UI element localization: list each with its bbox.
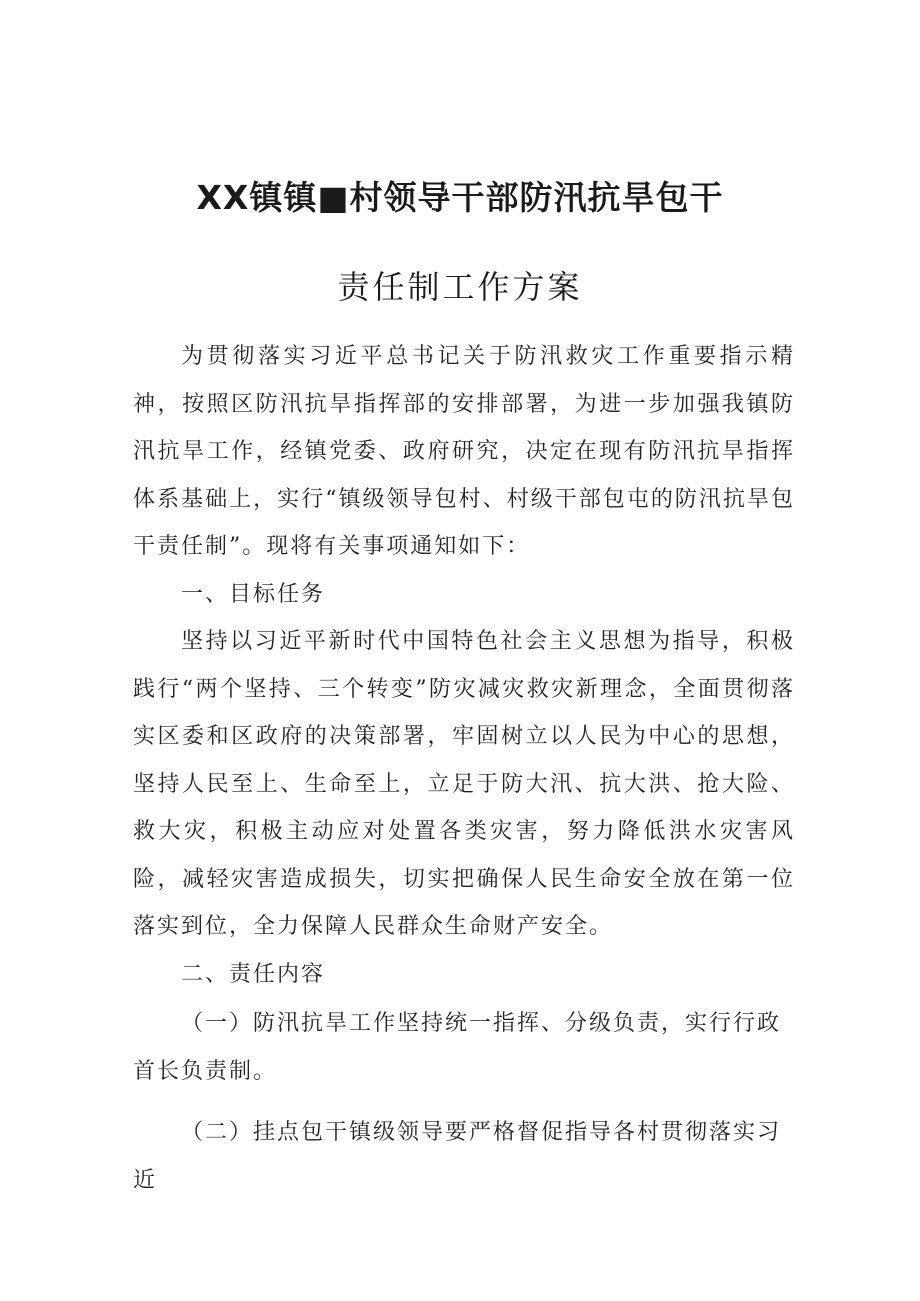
section-1-heading: 一、目标任务 [181,581,326,607]
intro-paragraph: 为贯彻落实习近平总书记关于防汛救灾工作重要指示精神，按照区防汛抗旱指挥部的安排部署，为进一步加强我镇防汛抗旱工作，经镇党委、政府研究，决定在现有防汛抗旱指挥体系基础上，实行“镇级领导包村、村级干部包屯的防汛抗旱包干责任制”。现将有关事项通知如下： [133,344,795,559]
document-title-line-1: XX镇镇■村领导干部防汛抗旱包干 [196,178,724,217]
section-2-item-1: （一）防汛抗旱工作坚持统一指挥、分级负责，实行行政首长负责制。 [133,1011,782,1084]
section-1-paragraph: 坚持以习近平新时代中国特色社会主义思想为指导，积极践行“两个坚持、三个转变”防灾减灾救灾新理念，全面贯彻落实区委和区政府的决策部署，牢固树立以人民为中心的思想，坚持人民至上、生命至上，立足于防大汛、抗大洪、抢大险、救大灾，积极主动应对处置各类灾害，努力降低洪水灾害风险，减轻灾害造成损失，切实把确保人民生命安全放在第一位落实到位，全力保障人民群众生命财产安全。 [133,629,795,939]
document-title-line-2: 责任制工作方案 [337,268,583,306]
section-2-heading: 二、责任内容 [181,961,326,987]
section-2-item-2: （二）挂点包干镇级领导要严格督促指导各村贯彻落实习近 [133,1120,782,1193]
document-body [133,333,795,1204]
